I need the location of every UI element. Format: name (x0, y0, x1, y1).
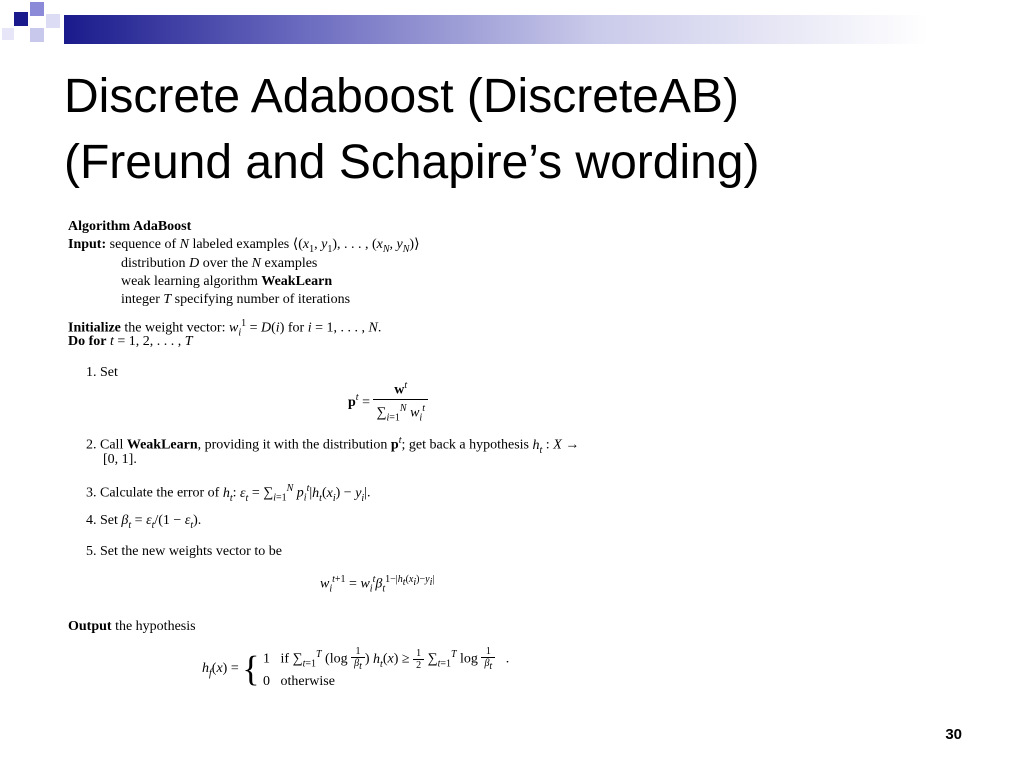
otherwise-text: otherwise (280, 674, 335, 690)
do-for-line: Do for t = 1, 2, . . . , T (68, 334, 193, 349)
input-line: integer T specifying number of iterations (121, 292, 351, 307)
header-square-icon (30, 2, 44, 16)
step-2: 2. Call WeakLearn, providing it with the distribution $p^t$; get back a hypothesis $h_t$ : X → (86, 435, 580, 456)
output-text: the hypothesis (115, 619, 196, 634)
slide-number: 30 (945, 726, 962, 743)
initialize-line: Initialize the weight vector: $w_i^1 = D(i)$ for i = 1, . . . , N. (68, 318, 382, 339)
output-label: Output (68, 619, 112, 634)
algorithm-name: Algorithm AdaBoost (68, 219, 192, 234)
slide-title (64, 64, 964, 196)
header-square-icon (30, 28, 44, 42)
input-label: Input: (68, 237, 107, 252)
initialize-label: Initialize (68, 320, 121, 336)
slide-title-line-2: (Freund and Schapire’s wording) (64, 136, 760, 189)
formula-hypothesis: $h_f(x)$ = { 1 if $\sum_{t=1}^T$ (log $\frac{1}{\beta_t}$ ) $h_t(x)$ ≥ $\frac{1}{2}$ $\sum_{t=1}^T$ log $\frac{1}{\beta_t}$ . 0 otherwise (202, 646, 510, 690)
input-line: Input: sequence of N labeled examples $⟨(x_1$, $y_1$), . . . , ($x_N$, $y_N)⟩$ (68, 237, 420, 255)
do-for-label: Do for (68, 334, 107, 349)
header-gradient-bar (64, 15, 1024, 44)
output-line (68, 618, 196, 636)
formula-weights: $w_i^{t+1} = w_i^t\beta_t^{1-|h_t(x_i)-y_i|}$ (320, 574, 435, 595)
input-line: distribution D over the N examples (121, 256, 318, 271)
input-line: weak learning algorithm WeakLearn (121, 274, 333, 289)
header-square-icon (46, 14, 60, 28)
step-3: 3. Calculate the error of $h_t$: $\varepsilon_t = \sum_{i=1}^N$ $p_i^t|h_t(x_i) - y_i|$. (86, 483, 371, 504)
header-square-icon (2, 28, 14, 40)
step-5: 5. Set the new weights vector to be (86, 544, 282, 559)
header-square-icon (14, 12, 28, 26)
step-4: 4. Set $\beta_t = \varepsilon_t/(1 - \varepsilon_t)$. (86, 513, 202, 531)
step-1: 1. Set (86, 365, 118, 380)
step-2-cont: [0, 1]. (103, 452, 137, 467)
slide-title-line-1: Discrete Adaboost (DiscreteAB) (64, 70, 739, 123)
formula-p: $p^t$ = $\frac{w^t}{\sum_{i=1}^N w_i^t}$ (348, 378, 428, 427)
